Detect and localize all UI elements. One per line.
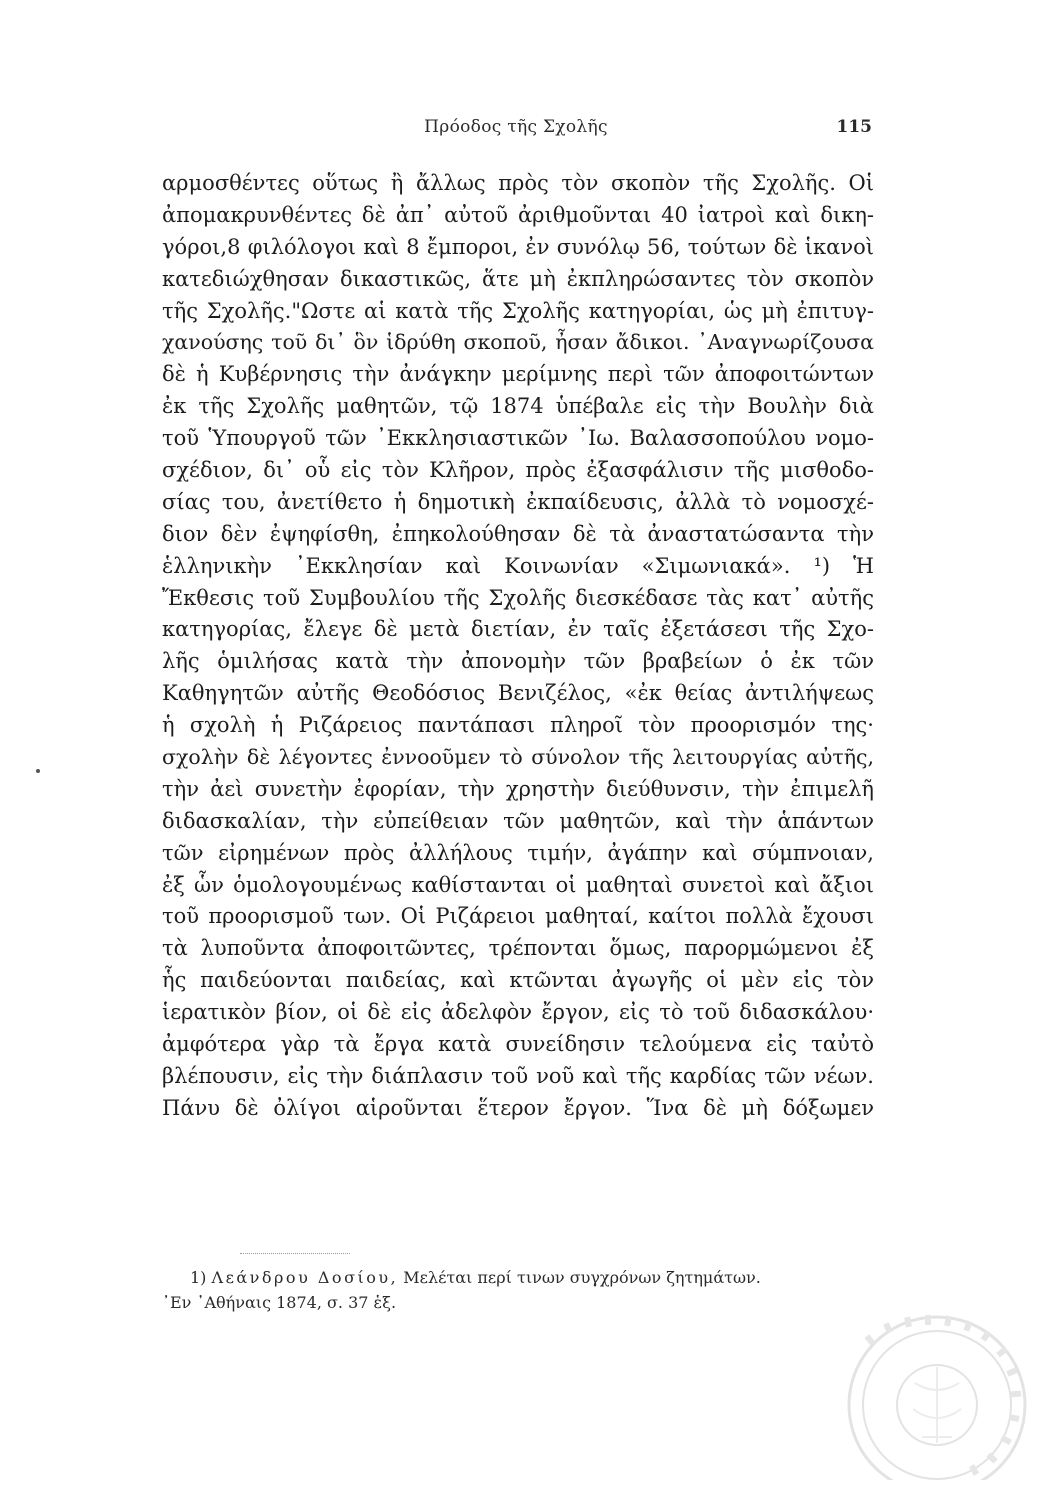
text-line: σχέδιον, δι᾽ οὗ εἰς τὸν Κλῆρον, πρὸς ἐξασφάλισιν τῆς μισθοδο- (162, 458, 874, 483)
footnote (162, 1265, 874, 1315)
text-line: κατηγορίας, ἔλεγε δὲ μετὰ διετίαν, ἐν ταῖς ἐξετάσεσι τῆς Σχο- (162, 617, 874, 642)
text-line: Καθηγητῶν αὐτῆς Θεοδόσιος Βενιζέλος, «ἐκ θείας ἀντιλήψεως (162, 681, 874, 706)
footnote-line (162, 1265, 874, 1290)
text-line: τοῦ προορισμοῦ των. Οἱ Ριζάρειοι μαθηταί, καίτοι πολλὰ ἔχουσι (162, 904, 874, 929)
running-head (160, 117, 872, 147)
footnote-title: Μελέται περί τινων συγχρόνων ζητημάτων. (403, 1268, 761, 1287)
text-line: ἡ σχολὴ ἡ Ριζάρειος παντάπασι πληροῖ τὸν προορισμόν της· (162, 713, 874, 738)
text-line: τῶν εἰρημένων πρὸς ἀλλήλους τιμήν, ἀγάπην καὶ σύμπνοιαν, (162, 840, 874, 865)
text-line: διδασκαλίαν, τὴν εὐπείθειαν τῶν μαθητῶν, καὶ τὴν ἁπάντων (162, 808, 874, 833)
running-title: Πρόοδος τῆς Σχολῆς (424, 117, 608, 137)
text-line: αρμοσθέντες οὕτως ἢ ἄλλως πρὸς τὸν σκοπὸν τῆς Σχολῆς. Οἱ (162, 171, 874, 195)
text-line: βλέπουσιν, εἰς τὴν διάπλασιν τοῦ νοῦ καὶ τῆς καρδίας τῶν νέων. (162, 1063, 874, 1088)
text-line: Πάνυ δὲ ὀλίγοι αἱροῦνται ἕτερον ἔργον. Ἵνα δὲ μὴ δόξωμεν (162, 1095, 874, 1120)
page-number: 115 (836, 117, 872, 137)
text-line: χανούσης τοῦ δι᾽ ὃν ἱδρύθη σκοποῦ, ἦσαν ἄδικοι. ᾽Αναγνωρίζουσα (162, 330, 874, 355)
ink-speck (36, 769, 40, 773)
text-line: ἀπομακρυνθέντες δὲ ἀπ᾽ αὐτοῦ ἀριθμοῦνται 40 ἰατροὶ καὶ δικη- (162, 202, 874, 227)
text-line: τῆς Σχολῆς."Ωστε αἱ κατὰ τῆς Σχολῆς κατηγορίαι, ὡς μὴ ἐπιτυγ- (162, 298, 874, 323)
text-line: τοῦ Ὑπουργοῦ τῶν ᾽Εκκλησιαστικῶν ᾽Ιω. Βαλασσοπούλου νομο- (162, 426, 874, 451)
text-line: δὲ ἡ Κυβέρνησις τὴν ἀνάγκην μερίμνης περὶ τῶν ἀποφοιτώντων (162, 362, 874, 387)
text-line: ἱερατικὸν βίον, οἱ δὲ εἰς ἀδελφὸν ἔργον, εἰς τὸ τοῦ διδασκάλου· (162, 1000, 874, 1025)
text-line: ἐξ ὧν ὁμολογουμένως καθίστανται οἱ μαθηταὶ συνετοὶ καὶ ἄξιοι (162, 872, 874, 897)
text-line: τὰ λυποῦντα ἀποφοιτῶντες, τρέπονται ὅμως, παρορμώμενοι ἐξ (162, 936, 874, 961)
text-line: λῆς ὁμιλήσας κατὰ τὴν ἀπονομὴν τῶν βραβείων ὁ ἐκ τῶν (162, 649, 874, 674)
text-line: ἐκ τῆς Σχολῆς μαθητῶν, τῷ 1874 ὑπέβαλε εἰς τὴν Βουλὴν διὰ (162, 394, 874, 419)
text-line: κατεδιώχθησαν δικαστικῶς, ἅτε μὴ ἐκπληρώσαντες τὸν σκοπὸν (162, 266, 874, 291)
footnote-imprint: ᾽Εν ᾽Αθήναις 1874, σ. 37 ἑξ. (162, 1293, 397, 1312)
text-line: ἧς παιδεύονται παιδείας, καὶ κτῶνται ἀγωγῆς οἱ μὲν εἰς τὸν (162, 968, 874, 993)
text-line: τὴν ἀεὶ συνετὴν ἐφορίαν, τὴν χρηστὴν διεύθυνσιν, τὴν ἐπιμελῆ (162, 776, 874, 801)
library-stamp-icon (827, 1305, 1027, 1480)
text-line: διον δὲν ἐψηφίσθη, ἐπηκολούθησαν δὲ τὰ ἀναστατώσαντα τὴν (162, 521, 874, 546)
footnote-separator (240, 1253, 350, 1254)
text-line: γόροι,8 φιλόλογοι καὶ 8 ἔμποροι, ἐν συνόλῳ 56, τούτων δὲ ἱκανοὶ (162, 234, 874, 259)
text-line: ἑλληνικὴν ᾽Εκκλησίαν καὶ Κοινωνίαν «Σιμωνιακά». ¹) Ἡ (162, 553, 874, 578)
footnote-author: Λεάνδρου Δοσίου, (211, 1268, 399, 1287)
footnote-marker: 1) (190, 1268, 207, 1287)
text-line: ἀμφότερα γὰρ τὰ ἔργα κατὰ συνείδησιν τελούμενα εἰς ταὐτὸ (162, 1032, 874, 1057)
text-line: σχολὴν δὲ λέγοντες ἐννοοῦμεν τὸ σύνολον τῆς λειτουργίας αὐτῆς, (162, 745, 874, 770)
text-line: Ἔκθεσις τοῦ Συμβουλίου τῆς Σχολῆς διεσκέδασε τὰς κατ᾽ αὐτῆς (162, 585, 874, 610)
body-paragraph (162, 168, 874, 1125)
text-line: σίας του, ἀνετίθετο ἡ δημοτικὴ ἐκπαίδευσις, ἀλλὰ τὸ νομοσχέ- (162, 489, 874, 514)
